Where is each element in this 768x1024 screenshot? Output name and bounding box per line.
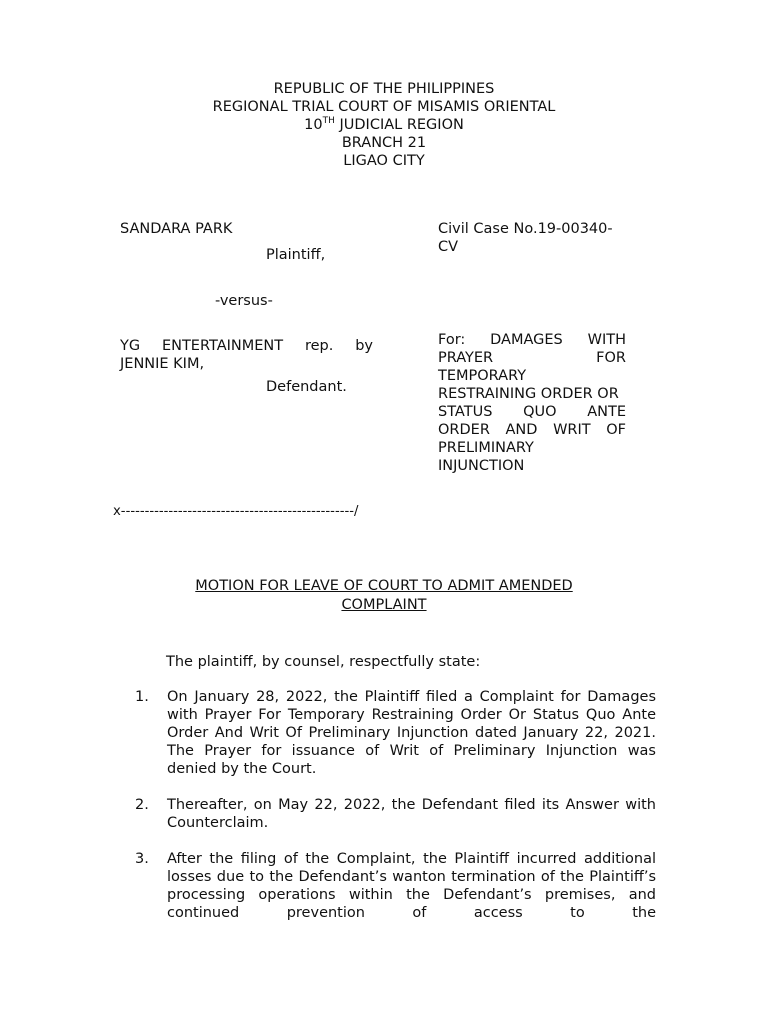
header-region — [0, 116, 768, 134]
case-number-line1: Civil Case No.19-00340- — [438, 221, 613, 237]
paragraph-number: 3. — [135, 851, 149, 867]
defendant-label: Defendant. — [266, 379, 347, 395]
paragraph-text: Thereafter, on May 22, 2022, the Defendant filed its Answer with Counterclaim. — [167, 797, 656, 831]
plaintiff-name: SANDARA PARK — [120, 221, 233, 237]
case-nature-line: PRAYER FOR — [438, 350, 626, 366]
plaintiff-label: Plaintiff, — [266, 247, 326, 263]
numbered-paragraphs — [135, 688, 656, 940]
title-line2: COMPLAINT — [341, 597, 427, 613]
header-court: REGIONAL TRIAL COURT OF MISAMIS ORIENTAL — [212, 99, 556, 115]
case-nature-line: STATUS QUO ANTE — [438, 404, 626, 420]
header-republic: REPUBLIC OF THE PHILIPPINES — [273, 81, 495, 97]
court-header — [0, 80, 768, 170]
paragraph-text: After the filing of the Complaint, the Plaintiff incurred additional losses due to the Defendant’s wanton termination of the Plaintiff’s processing operations within the Defendant’s premises, and continued prevention of access to the — [167, 851, 656, 921]
title-line1: MOTION FOR LEAVE OF COURT TO ADMIT AMENDED — [195, 578, 573, 594]
defendant-name-line2: JENNIE KIM, — [120, 356, 205, 372]
paragraph-item — [135, 688, 656, 778]
paragraph-item — [135, 850, 656, 922]
case-nature-line: TEMPORARY — [438, 368, 527, 384]
case-nature-line: ORDER AND WRIT OF — [438, 422, 626, 438]
document-title — [0, 577, 768, 615]
header-city: LIGAO CITY — [343, 153, 425, 169]
case-nature-block — [438, 331, 626, 475]
case-nature-line: PRELIMINARY — [438, 440, 534, 456]
header-region-suffix: TH — [322, 116, 335, 127]
case-number-line2: CV — [438, 239, 459, 255]
paragraph-number: 2. — [135, 797, 149, 813]
case-nature-line: For: DAMAGES WITH — [438, 332, 626, 348]
case-nature-line: RESTRAINING ORDER OR — [438, 386, 619, 402]
header-region-number: 10 — [304, 117, 323, 133]
paragraph-text: On January 28, 2022, the Plaintiff filed a Complaint for Damages with Prayer For Temporary Restraining Order Or Status Quo Ante Order And Writ Of Preliminary Injunction dated January 22, 2021. The Prayer for issuance of Writ of Preliminary Injunction was denied by the Court. — [167, 689, 656, 777]
paragraph-number: 1. — [135, 689, 149, 705]
caption-separator: x-------------------------------------------------/ — [113, 504, 359, 519]
paragraph-item — [135, 796, 656, 832]
intro-statement: The plaintiff, by counsel, respectfully state: — [166, 654, 481, 670]
defendant-name-line1: YG ENTERTAINMENT rep. by — [120, 338, 373, 354]
header-branch: BRANCH 21 — [341, 135, 427, 151]
header-region-label: JUDICIAL REGION — [334, 117, 464, 133]
versus-label: -versus- — [215, 293, 273, 309]
case-nature-line: INJUNCTION — [438, 458, 525, 474]
